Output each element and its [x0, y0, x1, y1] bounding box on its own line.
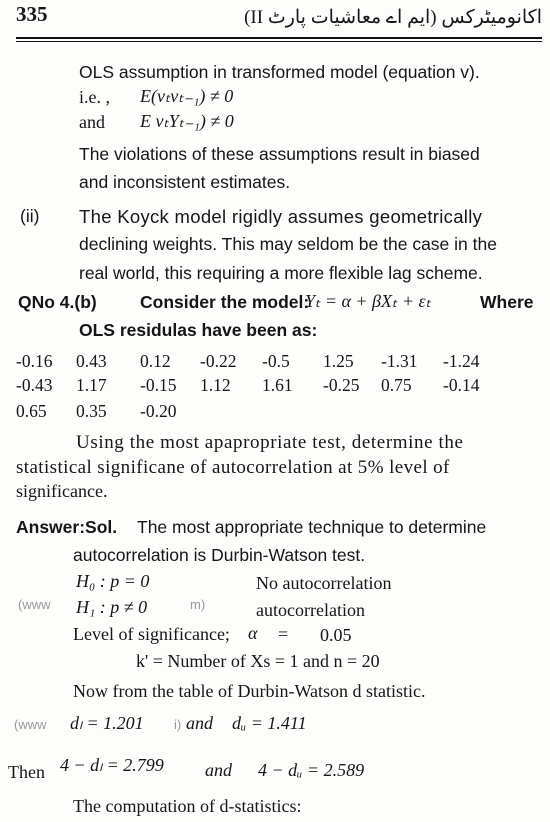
residual-value: -0.14 [443, 375, 480, 395]
residual-value: -1.24 [443, 351, 480, 371]
significance-label: Level of significance; [73, 624, 230, 644]
point-ii-line-3: real world, this requiring a more flexible lag scheme. [79, 263, 483, 283]
and-label: and [79, 112, 105, 132]
null-hypothesis-desc: No autocorrelation [256, 573, 392, 593]
task-line-3: significance. [16, 481, 108, 501]
where-label: Where [480, 292, 534, 312]
residual-value: 1.17 [76, 375, 107, 395]
ie-expression: E(vₜvₜ₋₁) ≠ 0 [140, 86, 234, 106]
intro-line: OLS assumption in transformed model (equation v). [79, 62, 480, 82]
answer-label: Answer:Sol. [16, 517, 118, 537]
and-expression: E vₜYₜ₋₁) ≠ 0 [140, 111, 234, 131]
alt-hypothesis: H₁ : p ≠ 0 [76, 597, 148, 617]
residual-value: -0.15 [140, 375, 177, 395]
and-word: and [186, 713, 213, 733]
k-line: k' = Number of Xs = 1 and n = 20 [136, 651, 380, 671]
task-line-1: Using the most apapropriate test, determine the [76, 432, 464, 453]
alpha-symbol: α [248, 623, 258, 643]
point-ii-line-1: The Koyck model rigidly assumes geometrically [79, 206, 483, 227]
header-rule [16, 37, 542, 39]
ie-label: i.e. , [79, 87, 110, 107]
residual-value: 1.61 [262, 375, 293, 395]
table-line: Now from the table of Durbin-Watson d statistic. [73, 681, 426, 701]
residual-value: 0.43 [76, 351, 107, 371]
then-label: Then [8, 762, 45, 782]
watermark: (www [18, 597, 51, 612]
computation-line: The computation of d-statistics: [73, 796, 302, 816]
task-line-2: statistical significane of autocorrelation at 5% level of [16, 457, 450, 478]
watermark: i) [174, 717, 182, 732]
running-title: اکانومیٹرکس (ایم اے معاشیات پارٹ II) [244, 7, 542, 28]
residual-value: -0.22 [200, 351, 237, 371]
residual-value: -0.16 [16, 351, 53, 371]
point-ii-line-2: declining weights. This may seldom be the case in the [79, 234, 497, 254]
question-label: QNo 4.(b) [18, 292, 97, 312]
alpha-value: 0.05 [320, 625, 352, 645]
null-hypothesis: H₀ : p = 0 [76, 571, 150, 591]
point-ii-label: (ii) [20, 206, 40, 226]
residual-value: 0.65 [16, 401, 47, 421]
residual-value: 1.12 [200, 375, 231, 395]
answer-line-1: The most appropriate technique to determine [137, 517, 487, 537]
alpha-equals: = [278, 624, 289, 644]
watermark: (www [14, 717, 47, 732]
and-word-2: and [205, 760, 232, 780]
residual-value: -0.43 [16, 375, 53, 395]
residual-value: -0.20 [140, 401, 177, 421]
calc-du: 4 − dᵤ = 2.589 [258, 760, 365, 780]
alt-hypothesis-desc: autocorrelation [256, 600, 365, 620]
residual-value: 1.25 [323, 351, 354, 371]
residual-value: -0.5 [262, 351, 290, 371]
residual-value: 0.75 [381, 375, 412, 395]
residual-value: -1.31 [381, 351, 418, 371]
du-value: dᵤ = 1.411 [232, 713, 307, 733]
header-rule-thin [16, 41, 542, 42]
calc-dl: 4 − dₗ = 2.799 [60, 755, 164, 775]
watermark: m) [190, 597, 206, 612]
page-number: 335 [16, 2, 48, 26]
violations-line-1: The violations of these assumptions result in biased [79, 144, 480, 164]
question-line-2: OLS residulas have been as: [79, 320, 318, 340]
residual-value: 0.12 [140, 351, 171, 371]
model-formula: Yₜ = α + βXₜ + εₜ [305, 291, 431, 311]
residual-value: -0.25 [323, 375, 360, 395]
dl-value: dₗ = 1.201 [70, 713, 144, 733]
residual-value: 0.35 [76, 401, 107, 421]
violations-line-2: and inconsistent estimates. [79, 172, 291, 192]
answer-line-2: autocorrelation is Durbin-Watson test. [73, 545, 366, 565]
question-text: Consider the model: [140, 292, 310, 312]
